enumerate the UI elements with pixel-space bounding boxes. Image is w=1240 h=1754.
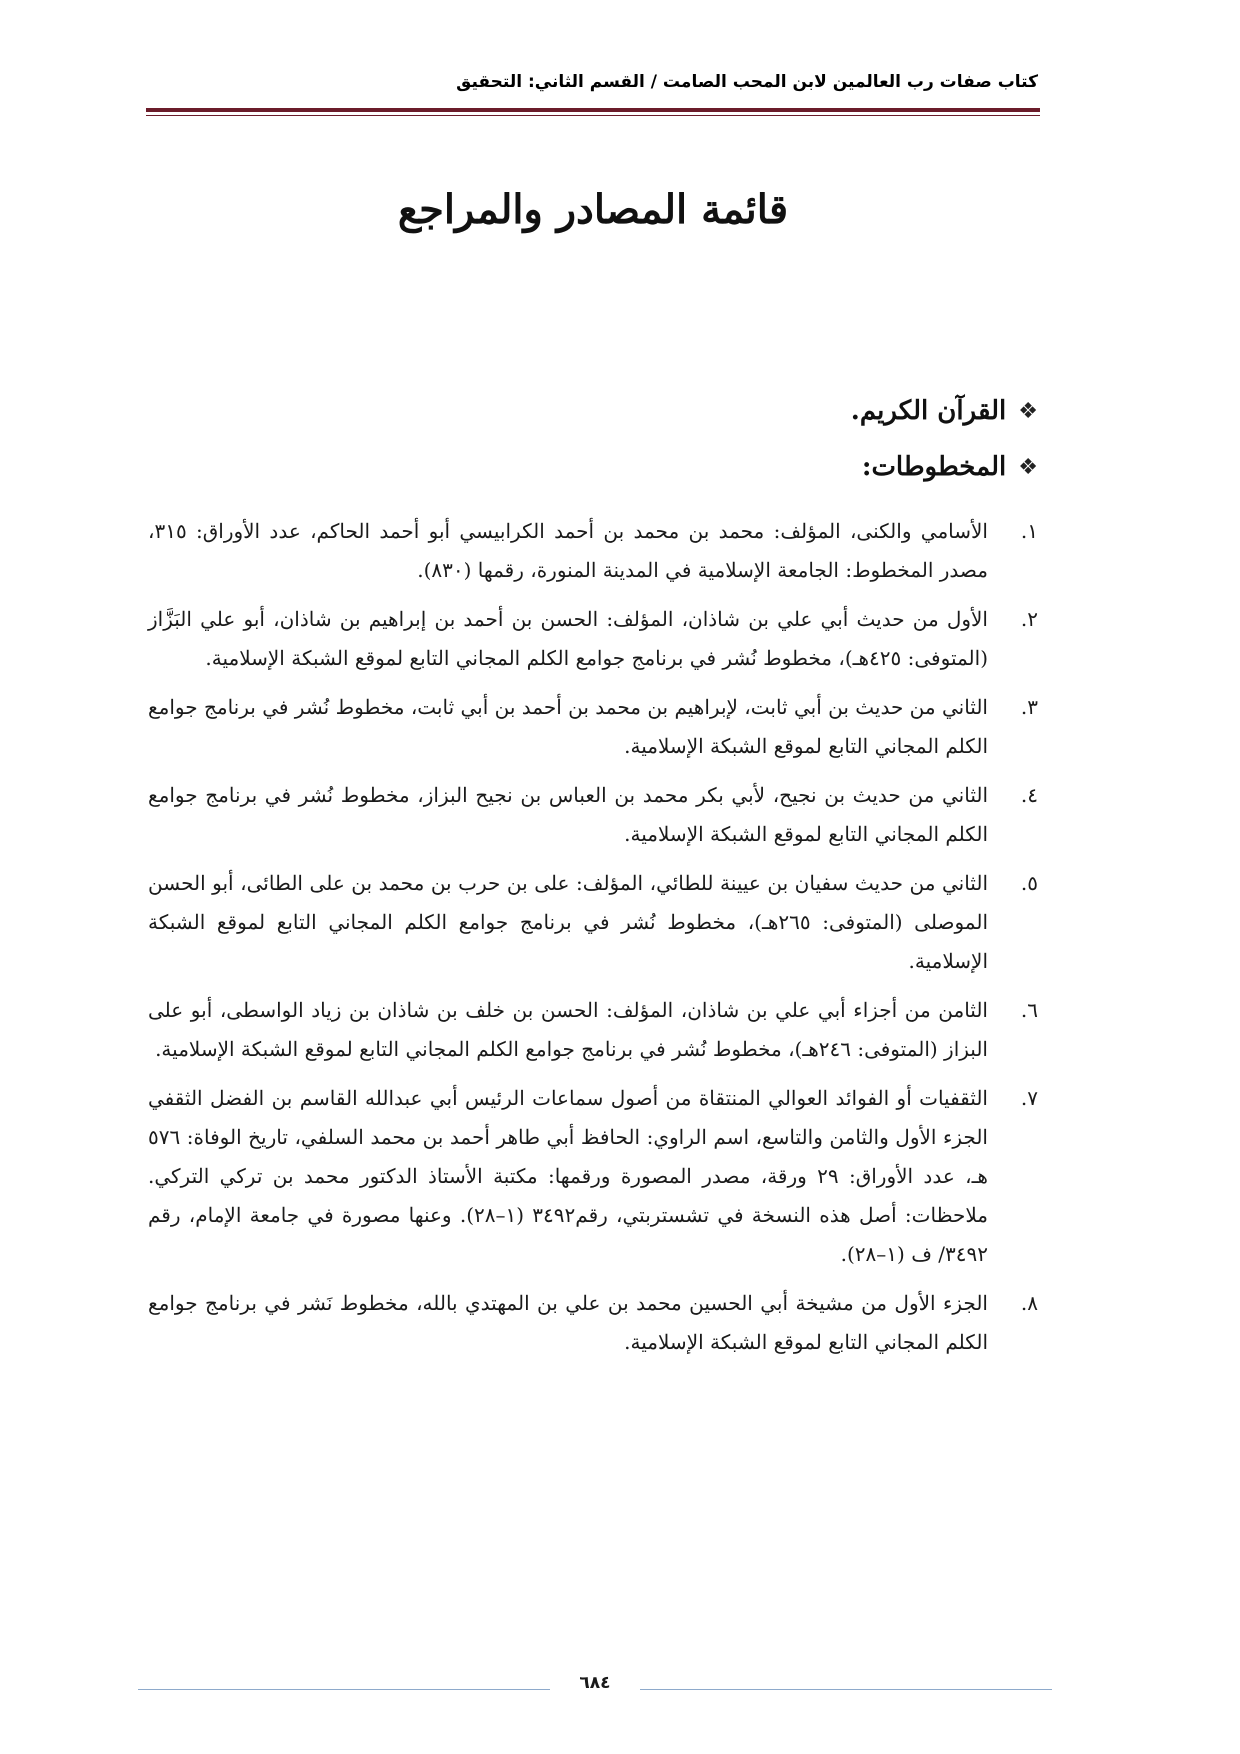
- diamond-fleuron-icon: ❖: [1018, 454, 1038, 480]
- bibliography-entry: [148, 776, 1044, 854]
- bibliography-entry: [148, 1079, 1044, 1274]
- running-header: كتاب صفات رب العالمين لابن المحب الصامت / القسم الثاني: التحقيق: [456, 72, 1038, 92]
- entry-text: الأسامي والكنى، المؤلف: محمد بن محمد بن أحمد الكرابيسي أبو أحمد الحاكم، عدد الأوراق: ٣١٥، مصدر المخطوط: الجامعة الإسلامية في المدينة المنورة، رقمها (٨٣٠).: [148, 519, 988, 582]
- entry-number: ٦.: [1020, 998, 1038, 1022]
- section-heading-manuscripts: [148, 452, 1038, 482]
- entry-number: ٨.: [1020, 1291, 1038, 1315]
- bibliography-entry: [148, 600, 1044, 678]
- bibliography-entry: [148, 991, 1044, 1069]
- bibliography-entry: [148, 1284, 1044, 1362]
- entry-number: ٥.: [1020, 871, 1038, 895]
- section-heading-label: المخطوطات:: [861, 452, 1007, 482]
- entry-text: الثاني من حديث بن نجيح، لأبي بكر محمد بن العباس بن نجيح البزاز، مخطوط نُشر في برنامج جوامع الكلم المجاني التابع لموقع الشبكة الإسلامية.: [148, 783, 988, 846]
- entry-number: ٢.: [1020, 607, 1038, 631]
- entry-number: ٣.: [1020, 695, 1038, 719]
- footer-rule-left: [138, 1689, 550, 1690]
- entry-number: ٤.: [1020, 783, 1038, 807]
- entry-text: الثاني من حديث سفيان بن عيينة للطائي، المؤلف: على بن حرب بن محمد بن على الطائى، أبو الحسن الموصلى (المتوفى: ٢٦٥هـ)، مخطوط نُشر في برنامج جوامع الكلم المجاني التابع لموقع الشبكة الإسلامية.: [148, 871, 989, 973]
- bibliography-list: [148, 512, 1044, 1372]
- footer-rule-right: [640, 1689, 1052, 1690]
- bibliography-entry: [148, 512, 1044, 590]
- bibliography-entry: [148, 864, 1044, 981]
- entry-number: ٧.: [1020, 1086, 1038, 1110]
- diamond-fleuron-icon: ❖: [1018, 398, 1038, 424]
- entry-text: الأول من حديث أبي علي بن شاذان، المؤلف: الحسن بن أحمد بن إبراهيم بن شاذان، أبو علي البَزَّاز (المتوفى: ٤٢٥هـ)، مخطوط نُشر في برنامج جوامع الكلم المجاني التابع لموقع الشبكة الإسلامية.: [148, 607, 988, 670]
- section-heading-label: القرآن الكريم.: [850, 396, 1007, 426]
- entry-text: الثامن من أجزاء أبي علي بن شاذان، المؤلف: الحسن بن خلف بن شاذان بن زياد الواسطى، أبو على البزاز (المتوفى: ٢٤٦هـ)، مخطوط نُشر في برنامج جوامع الكلم المجاني التابع لموقع الشبكة الإسلامية.: [148, 998, 988, 1061]
- page-number: ٦٨٤: [579, 1673, 611, 1693]
- entry-text: الثقفيات أو الفوائد العوالي المنتقاة من أصول سماعات الرئيس أبي عبدالله القاسم بن الفضل الثقفي الجزء الأول والثامن والتاسع، اسم الراوي: الحافظ أبي طاهر أحمد بن محمد السلفي، تاريخ الوفاة: ٥٧٦ هـ، عدد الأوراق: ٢٩ ورقة، مصدر المصورة ورقمها: مكتبة الأستاذ الدكتور محمد بن تركي التركي. ملاحظات: أصل هذه النسخة في تشستربتي، رقم٣٤٩٢ (١–٢٨). وعنها مصورة في جامعة الإمام، رقم ٣٤٩٢/ ف (١–٢٨).: [148, 1086, 988, 1266]
- header-rule-thick: [146, 108, 1040, 112]
- page-title: قائمة المصادر والمراجع: [397, 186, 789, 233]
- entry-text: الجزء الأول من مشيخة أبي الحسين محمد بن علي بن المهتدي بالله، مخطوط نَشر في برنامج جوامع الكلم المجاني التابع لموقع الشبكة الإسلامية.: [148, 1291, 988, 1354]
- header-rule-thin: [146, 115, 1040, 116]
- bibliography-entry: [148, 688, 1044, 766]
- entry-number: ١.: [1020, 519, 1038, 543]
- entry-text: الثاني من حديث بن أبي ثابت، لإبراهيم بن محمد بن أحمد بن أبي ثابت، مخطوط نُشر في برنامج جوامع الكلم المجاني التابع لموقع الشبكة الإسلامية.: [148, 695, 988, 758]
- section-heading-quran: [148, 396, 1038, 426]
